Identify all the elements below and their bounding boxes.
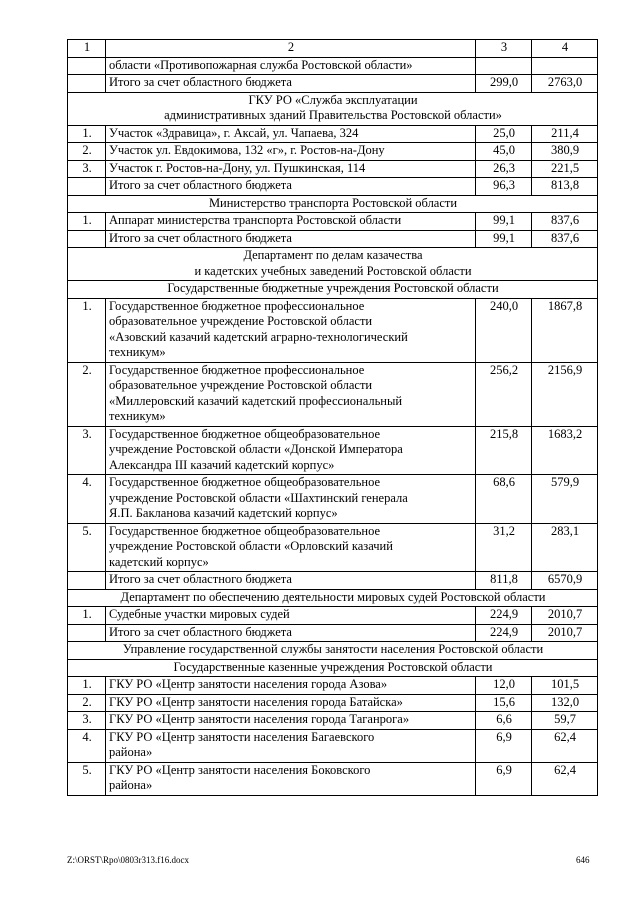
table-row	[68, 143, 598, 161]
value-column-4: 6570,9	[532, 572, 598, 590]
section-title: Департамент по делам казачества и кадетских учебных заведений Ростовской области	[68, 248, 598, 281]
row-number	[68, 75, 106, 93]
row-number	[68, 624, 106, 642]
value-column-3: 26,3	[476, 160, 532, 178]
value-column-3: 224,9	[476, 624, 532, 642]
total-row	[68, 624, 598, 642]
row-number: 2.	[68, 694, 106, 712]
total-row	[68, 75, 598, 93]
value-column-4: 62,4	[532, 729, 598, 762]
section-title: Государственные казенные учреждения Ростовской области	[68, 659, 598, 677]
row-number: 3.	[68, 160, 106, 178]
table-row	[68, 298, 598, 362]
value-column-4: 2156,9	[532, 362, 598, 426]
value-column-3: 12,0	[476, 677, 532, 695]
value-column-3: 15,6	[476, 694, 532, 712]
value-column-4: 2010,7	[532, 607, 598, 625]
column-number-3: 3	[476, 40, 532, 58]
value-column-4: 62,4	[532, 762, 598, 795]
row-number: 3.	[68, 426, 106, 475]
section-title: Управление государственной службы занятости населения Ростовской области	[68, 642, 598, 660]
total-label: Итого за счет областного бюджета	[106, 178, 476, 196]
value-column-3: 811,8	[476, 572, 532, 590]
table-row	[68, 677, 598, 695]
section-header-row	[68, 92, 598, 125]
table-row	[68, 607, 598, 625]
section-header-row	[68, 248, 598, 281]
value-column-4: 2763,0	[532, 75, 598, 93]
value-column-3: 31,2	[476, 523, 532, 572]
institution-name: ГКУ РО «Центр занятости населения города Азова»	[106, 677, 476, 695]
value-column-4: 579,9	[532, 475, 598, 524]
value-column-4: 1867,8	[532, 298, 598, 362]
section-header-row	[68, 281, 598, 299]
value-column-3: 45,0	[476, 143, 532, 161]
value-column-4: 211,4	[532, 125, 598, 143]
total-row	[68, 178, 598, 196]
value-column-3: 256,2	[476, 362, 532, 426]
value-column-3: 215,8	[476, 426, 532, 475]
value-column-3: 6,9	[476, 762, 532, 795]
value-column-4	[532, 57, 598, 75]
page-number: 646	[576, 855, 590, 865]
value-column-4: 813,8	[532, 178, 598, 196]
table-row	[68, 762, 598, 795]
total-row	[68, 572, 598, 590]
value-column-4: 837,6	[532, 230, 598, 248]
section-title: Государственные бюджетные учреждения Ростовской области	[68, 281, 598, 299]
value-column-3: 68,6	[476, 475, 532, 524]
section-title: Министерство транспорта Ростовской области	[68, 195, 598, 213]
institution-name: Участок г. Ростов-на-Дону, ул. Пушкинская, 114	[106, 160, 476, 178]
row-number: 2.	[68, 143, 106, 161]
value-column-3: 299,0	[476, 75, 532, 93]
row-number: 4.	[68, 475, 106, 524]
institution-name: Государственное бюджетное общеобразовательное учреждение Ростовской области «Донской Императора Александра III казачий кадетский корпус»	[106, 426, 476, 475]
institution-name: области «Противопожарная служба Ростовской области»	[106, 57, 476, 75]
value-column-3: 6,6	[476, 712, 532, 730]
value-column-4: 221,5	[532, 160, 598, 178]
value-column-4: 59,7	[532, 712, 598, 730]
table-row	[68, 694, 598, 712]
table-row	[68, 475, 598, 524]
institution-name: Государственное бюджетное общеобразовательное учреждение Ростовской области «Шахтинский генерала Я.П. Бакланова казачий кадетский корпус»	[106, 475, 476, 524]
table-row	[68, 160, 598, 178]
institution-name: Государственное бюджетное профессиональное образовательное учреждение Ростовской области «Азовский казачий кадетский аграрно-технологический техникум»	[106, 298, 476, 362]
row-number	[68, 230, 106, 248]
institution-name: Участок «Здравица», г. Аксай, ул. Чапаева, 324	[106, 125, 476, 143]
value-column-3: 25,0	[476, 125, 532, 143]
file-path: Z:\ORST\Rpo\0803r313.f16.docx	[67, 855, 189, 865]
row-number: 4.	[68, 729, 106, 762]
institution-name: ГКУ РО «Центр занятости населения города Таганрога»	[106, 712, 476, 730]
budget-table-body	[68, 40, 598, 796]
value-column-3: 99,1	[476, 213, 532, 231]
total-label: Итого за счет областного бюджета	[106, 75, 476, 93]
value-column-3: 224,9	[476, 607, 532, 625]
section-header-row	[68, 589, 598, 607]
row-number: 1.	[68, 298, 106, 362]
row-number	[68, 572, 106, 590]
value-column-3: 6,9	[476, 729, 532, 762]
value-column-4: 2010,7	[532, 624, 598, 642]
row-number: 2.	[68, 362, 106, 426]
table-row	[68, 426, 598, 475]
budget-table	[67, 39, 598, 796]
value-column-3: 99,1	[476, 230, 532, 248]
value-column-4: 1683,2	[532, 426, 598, 475]
table-row	[68, 712, 598, 730]
total-label: Итого за счет областного бюджета	[106, 230, 476, 248]
column-number-header-row	[68, 40, 598, 58]
institution-name: Государственное бюджетное профессиональное образовательное учреждение Ростовской области «Миллеровский казачий кадетский профессиональный техникум»	[106, 362, 476, 426]
institution-name: Аппарат министерства транспорта Ростовской области	[106, 213, 476, 231]
section-title: Департамент по обеспечению деятельности мировых судей Ростовской области	[68, 589, 598, 607]
value-column-3: 96,3	[476, 178, 532, 196]
row-number: 5.	[68, 523, 106, 572]
total-row	[68, 230, 598, 248]
section-header-row	[68, 659, 598, 677]
institution-name: Судебные участки мировых судей	[106, 607, 476, 625]
institution-name: ГКУ РО «Центр занятости населения Боковского района»	[106, 762, 476, 795]
value-column-4: 132,0	[532, 694, 598, 712]
table-row	[68, 125, 598, 143]
institution-name: Государственное бюджетное общеобразовательное учреждение Ростовской области «Орловский казачий кадетский корпус»	[106, 523, 476, 572]
institution-name: ГКУ РО «Центр занятости населения города Батайска»	[106, 694, 476, 712]
value-column-4: 101,5	[532, 677, 598, 695]
value-column-3	[476, 57, 532, 75]
total-label: Итого за счет областного бюджета	[106, 572, 476, 590]
column-number-4: 4	[532, 40, 598, 58]
row-number: 3.	[68, 712, 106, 730]
row-number: 1.	[68, 677, 106, 695]
institution-name: ГКУ РО «Центр занятости населения Багаевского района»	[106, 729, 476, 762]
table-row	[68, 57, 598, 75]
table-row	[68, 213, 598, 231]
section-header-row	[68, 195, 598, 213]
value-column-3: 240,0	[476, 298, 532, 362]
table-row	[68, 729, 598, 762]
column-number-2: 2	[106, 40, 476, 58]
value-column-4: 837,6	[532, 213, 598, 231]
row-number: 5.	[68, 762, 106, 795]
column-number-1: 1	[68, 40, 106, 58]
institution-name: Участок ул. Евдокимова, 132 «г», г. Ростов-на-Дону	[106, 143, 476, 161]
section-header-row	[68, 642, 598, 660]
total-label: Итого за счет областного бюджета	[106, 624, 476, 642]
table-row	[68, 523, 598, 572]
value-column-4: 380,9	[532, 143, 598, 161]
row-number	[68, 178, 106, 196]
table-row	[68, 362, 598, 426]
section-title: ГКУ РО «Служба эксплуатации административных зданий Правительства Ростовской области»	[68, 92, 598, 125]
row-number: 1.	[68, 213, 106, 231]
row-number: 1.	[68, 125, 106, 143]
value-column-4: 283,1	[532, 523, 598, 572]
row-number	[68, 57, 106, 75]
row-number: 1.	[68, 607, 106, 625]
